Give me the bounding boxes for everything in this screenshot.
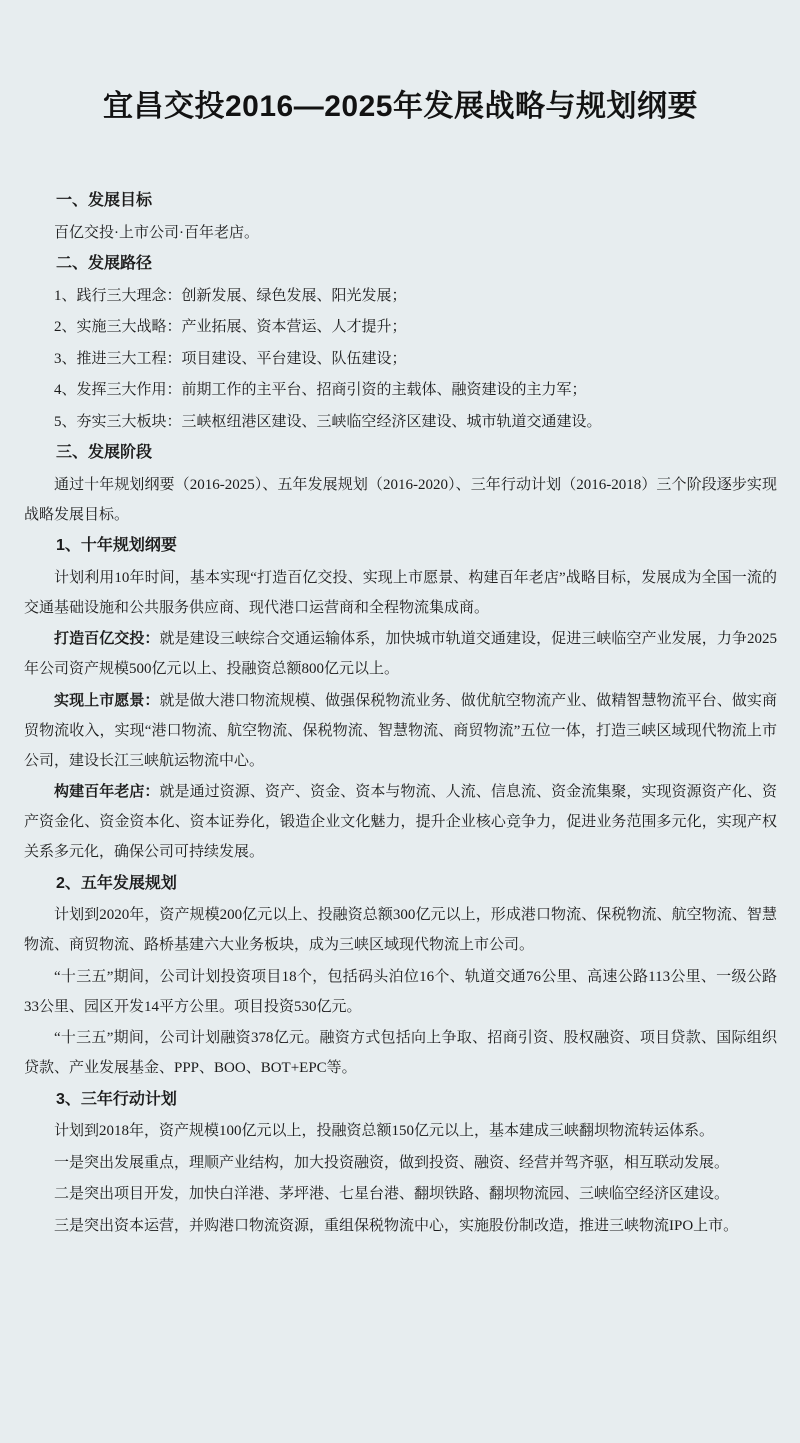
- paragraph-stages-overview: 通过十年规划纲要（2016-2025）、五年发展规划（2016-2020）、三年行动计划（2016-2018）三个阶段逐步实现战略发展目标。: [24, 476, 777, 523]
- paragraph-five-year-investment: “十三五”期间，公司计划投资项目18个，包括码头泊位16个、轨道交通76公里、高速公路113公里、一级公路33公里、园区开发14平方公里。项目投资530亿元。: [24, 968, 777, 1015]
- paragraph-three-year-point-3: 三是突出资本运营，并购港口物流资源，重组保税物流中心，实施股份制改造，推进三峡物流IPO上市。: [54, 1217, 739, 1234]
- paragraph-text-listing-vision: 就是做大港口物流规模、做强保税物流业务、做优航空物流产业、做精智慧物流平台、做实商贸物流收入，实现“港口物流、航空物流、保税物流、智慧物流、商贸物流”五位一体，打造三峡区域现代物流上市公司，建设长江三峡航运物流中心。: [24, 692, 777, 769]
- paragraph-text-century-store: 就是通过资源、资产、资金、资本与物流、人流、信息流、资金流集聚，实现资源资产化、资产资金化、资金资本化、资本证券化，锻造企业文化魅力，提升企业核心竞争力，促进业务范围多元化，实现产权关系多元化，确保公司可持续发展。: [24, 784, 777, 860]
- paragraph-three-year-overview: 计划到2018年，资产规模100亿元以上，投融资总额150亿元以上，基本建成三峡翻坝物流转运体系。: [54, 1123, 715, 1139]
- paragraph-path-item-4: 4、发挥三大作用：前期工作的主平台、招商引资的主载体、融资建设的主力军；: [54, 382, 587, 398]
- heading-three-year-action-plan: 3、三年行动计划: [56, 1090, 177, 1108]
- paragraph-three-year-point-1: 一是突出发展重点，理顺产业结构，加大投资融资，做到投资、融资、经营并驾齐驱，相互联动发展。: [54, 1154, 730, 1171]
- heading-development-goals: 一、发展目标: [56, 192, 153, 209]
- paragraph-path-item-1: 1、践行三大理念：创新发展、绿色发展、阳光发展；: [54, 287, 407, 304]
- heading-five-year-plan: 2、五年发展规划: [56, 874, 177, 892]
- paragraph-goal-slogan: 百亿交投·上市公司·百年老店。: [54, 224, 259, 241]
- heading-ten-year-outline: 1、十年规划纲要: [56, 537, 177, 554]
- document-title: 宜昌交投2016—2025年发展战略与规划纲要: [103, 90, 698, 123]
- paragraph-lead-century-store: 构建百年老店：: [54, 783, 160, 800]
- paragraph-lead-build-10-billion: 打造百亿交投：: [54, 630, 160, 647]
- paragraph-three-year-point-2: 二是突出项目开发，加快白洋港、茅坪港、七星台港、翻坝铁路、翻坝物流园、三峡临空经济区建设。: [54, 1186, 730, 1202]
- paragraph-path-item-3: 3、推进三大工程：项目建设、平台建设、队伍建设；: [54, 350, 407, 367]
- paragraph-century-store: [24, 777, 777, 867]
- paragraph-five-year-financing: “十三五”期间，公司计划融资378亿元。融资方式包括向上争取、招商引资、股权融资、项目贷款、国际组织贷款、产业发展基金、PPP、BOO、BOT+EPC等。: [24, 1030, 777, 1076]
- heading-development-path: 二、发展路径: [56, 255, 153, 272]
- paragraph-lead-listing-vision: 实现上市愿景：: [54, 691, 160, 709]
- heading-development-stages: 三、发展阶段: [56, 444, 153, 461]
- paragraph-five-year-overview: 计划到2020年，资产规模200亿元以上、投融资总额300亿元以上，形成港口物流、保税物流、航空物流、智慧物流、商贸物流、路桥基建六大业务板块，成为三峡区域现代物流上市公司。: [24, 907, 777, 953]
- paragraph-listing-vision: [24, 686, 777, 776]
- paragraph-path-item-5: 5、夯实三大板块：三峡枢纽港区建设、三峡临空经济区建设、城市轨道交通建设。: [54, 413, 602, 430]
- paragraph-build-10-billion: [24, 624, 777, 684]
- paragraph-text-build-10-billion: 就是建设三峡综合交通运输体系，加快城市轨道交通建设，促进三峡临空产业发展，力争2025年公司资产规模500亿元以上、投融资总额800亿元以上。: [24, 631, 777, 677]
- paragraph-ten-year-overview: 计划利用10年时间，基本实现“打造百亿交投、实现上市愿景、构建百年老店”战略目标，发展成为全国一流的交通基础设施和公共服务供应商、现代港口运营商和全程物流集成商。: [24, 569, 777, 616]
- paragraph-path-item-2: 2、实施三大战略：产业拓展、资本营运、人才提升；: [54, 319, 407, 335]
